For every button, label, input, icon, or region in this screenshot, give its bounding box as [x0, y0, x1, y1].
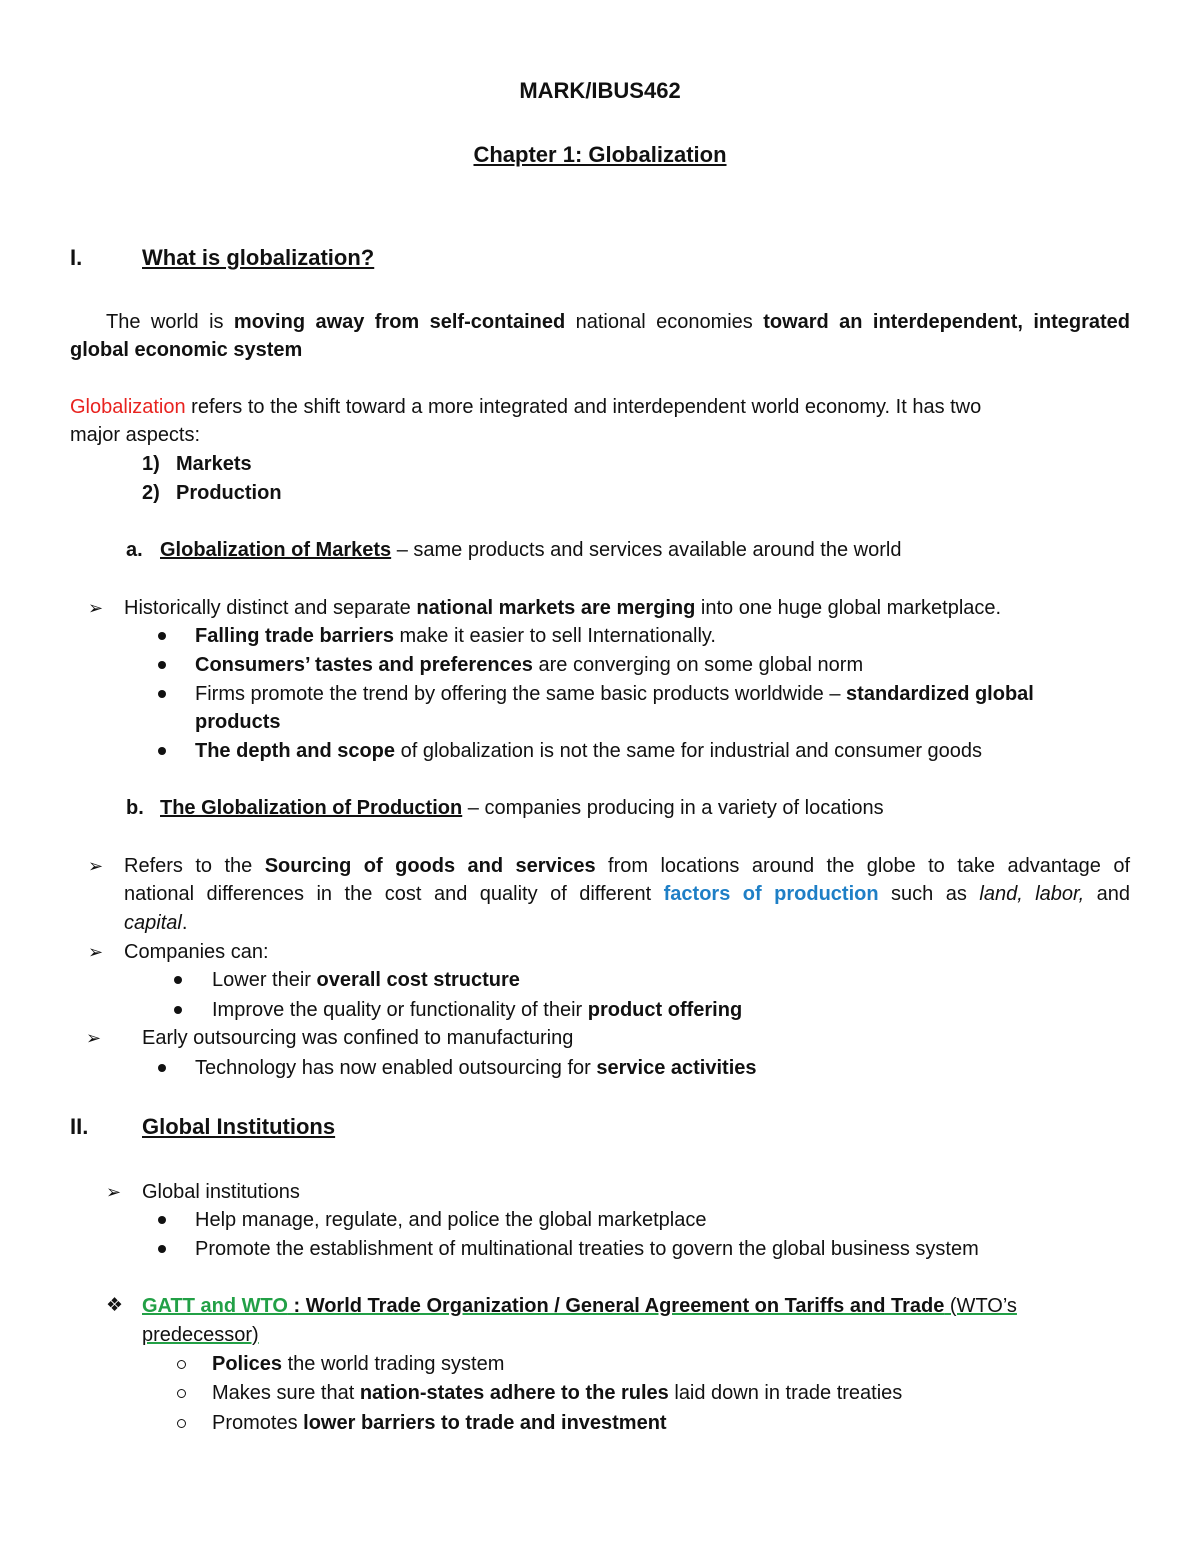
institutions-bullet: Help manage, regulate, and police the global marketplace [195, 1209, 707, 1231]
gatt-wto-line-1: GATT and WTO : World Trade Organization / General Agreement on Tariffs and Trade (WTO’s [142, 1295, 1017, 1317]
section-numeral: II. [70, 1114, 89, 1139]
bullet-dot-icon [158, 1216, 166, 1224]
subsection-a-title: Globalization of Markets – same products and services available around the world [160, 539, 902, 561]
bullet-dot-icon [158, 747, 166, 755]
section-numeral: I. [70, 245, 83, 270]
bullet-dot-icon [158, 1064, 166, 1072]
factors-of-production-term: factors of production [663, 883, 879, 905]
production-point-line-2: national differences in the cost and quality of different factors of production such as land, labor, and [124, 883, 1130, 905]
markets-bullet: Firms promote the trend by offering the same basic products worldwide – standardized global [195, 683, 1034, 705]
bullet-dot-icon [158, 690, 166, 698]
circle-bullet-icon [177, 1389, 186, 1398]
markets-bullet: Falling trade barriers make it easier to sell Internationally. [195, 625, 716, 647]
arrow-bullet-icon: ➢ [88, 942, 104, 962]
subsection-letter: a. [126, 539, 143, 561]
section-heading: Global Institutions [142, 1114, 336, 1139]
diamond-bullet-icon: ❖ [106, 1295, 124, 1316]
companies-can-bullet: Lower their overall cost structure [212, 969, 520, 991]
gatt-wto-term: GATT and WTO [142, 1295, 288, 1317]
aspect-label: Production [176, 482, 282, 504]
intro-line-1: The world is moving away from self-contained national economies toward an interdependent, integrated [106, 311, 1131, 333]
arrow-bullet-icon: ➢ [88, 856, 104, 876]
wto-role: Polices the world trading system [212, 1353, 505, 1375]
circle-bullet-icon [177, 1360, 186, 1369]
bullet-dot-icon [174, 1006, 182, 1014]
markets-bullet: Consumers’ tastes and preferences are converging on some global norm [195, 654, 864, 676]
markets-bullet-continued: products [195, 711, 281, 733]
institutions-bullet: Promote the establishment of multinational treaties to govern the global business system [195, 1238, 979, 1260]
companies-can: Companies can: [124, 941, 269, 963]
section-heading: What is globalization? [142, 245, 375, 270]
aspect-number: 1) [142, 453, 160, 475]
definition-line-2: major aspects: [70, 424, 201, 446]
gatt-wto-line-2: predecessor) [142, 1324, 259, 1346]
arrow-bullet-icon: ➢ [88, 598, 104, 618]
bullet-dot-icon [158, 632, 166, 640]
wto-role: Makes sure that nation-states adhere to the rules laid down in trade treaties [212, 1382, 903, 1404]
subsection-b-title: The Globalization of Production – companies producing in a variety of locations [160, 797, 884, 819]
production-point-line-1: Refers to the Sourcing of goods and services from locations around the globe to take advantage of [124, 855, 1130, 877]
bullet-dot-icon [158, 661, 166, 669]
production-point-line-3: capital. [124, 912, 188, 934]
chapter-title: Chapter 1: Globalization [473, 142, 727, 167]
definition-line-1: Globalization refers to the shift toward a more integrated and interdependent world economy. It has two [70, 396, 982, 418]
markets-point: Historically distinct and separate national markets are merging into one huge global marketplace. [124, 597, 1002, 619]
aspect-number: 2) [142, 482, 160, 504]
bullet-dot-icon [158, 1245, 166, 1253]
technology-bullet: Technology has now enabled outsourcing for service activities [195, 1057, 757, 1079]
circle-bullet-icon [177, 1419, 186, 1428]
arrow-bullet-icon: ➢ [106, 1182, 122, 1202]
companies-can-bullet: Improve the quality or functionality of their product offering [212, 999, 743, 1021]
aspect-label: Markets [176, 453, 252, 475]
arrow-bullet-icon: ➢ [86, 1028, 102, 1048]
bullet-dot-icon [174, 976, 182, 984]
globalization-term: Globalization [70, 396, 186, 418]
course-code: MARK/IBUS462 [519, 78, 681, 103]
intro-line-2: global economic system [70, 339, 303, 361]
markets-bullet: The depth and scope of globalization is not the same for industrial and consumer goods [195, 740, 983, 762]
subsection-letter: b. [126, 797, 144, 819]
wto-role: Promotes lower barriers to trade and investment [212, 1412, 667, 1434]
early-outsourcing: Early outsourcing was confined to manufacturing [142, 1027, 574, 1049]
institutions-point: Global institutions [142, 1181, 300, 1203]
